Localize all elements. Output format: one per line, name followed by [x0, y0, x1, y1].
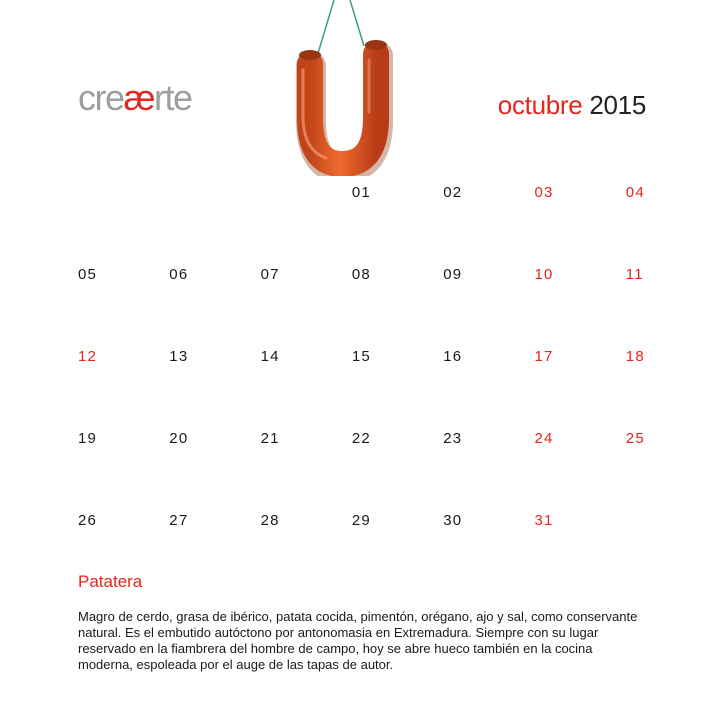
- logo-ae-ligature: æ: [123, 77, 155, 118]
- string-right: [350, 0, 364, 46]
- calendar-day: 23: [443, 430, 463, 447]
- calendar-day: 10: [534, 266, 554, 283]
- calendar-day: 20: [169, 430, 189, 447]
- sausage-body: [310, 54, 376, 164]
- calendar-day: 11: [625, 266, 644, 283]
- product-name: Patatera: [78, 572, 143, 591]
- calendar-day: 19: [78, 430, 98, 447]
- month-title: [498, 92, 646, 118]
- calendar-day: 14: [260, 348, 280, 365]
- calendar-day: 22: [351, 430, 371, 447]
- calendar-day: 21: [260, 430, 280, 447]
- year: 2015: [589, 90, 646, 120]
- calendar-day: 05: [78, 266, 98, 283]
- calendar-blank-cell: [169, 185, 260, 267]
- calendar-day: 18: [625, 348, 645, 365]
- product-description: Magro de cerdo, grasa de ibérico, patata cocida, pimentón, orégano, ajo y sal, como conservante natural. Es el embutido autóctono por antonomasia en Extremadura. Siempre con su lugar reservado en la fiambrera del hombre de campo, hoy se abre hueco también en la cocina moderna, espoleada por el auge de las tapas de autor.: [78, 609, 638, 672]
- calendar-day: 15: [351, 348, 371, 365]
- calendar-day: 01: [351, 184, 371, 201]
- month-name: octubre: [497, 90, 583, 120]
- calendar-day: 09: [443, 266, 463, 283]
- calendar-day: 03: [534, 184, 554, 201]
- calendar-day: 08: [351, 266, 371, 283]
- logo-text-start: cre: [78, 77, 124, 118]
- calendar-day: 16: [443, 348, 463, 365]
- calendar-day: 13: [169, 348, 189, 365]
- calendar-day: 29: [351, 512, 371, 529]
- calendar-day: 24: [534, 430, 554, 447]
- calendar-day: 07: [260, 266, 280, 283]
- calendar-day: 04: [625, 184, 645, 201]
- calendar-day: 12: [78, 348, 98, 365]
- calendar-day: 06: [169, 266, 189, 283]
- calendar-day: 25: [625, 430, 645, 447]
- calendar-day: 31: [534, 512, 554, 529]
- calendar-day: 26: [78, 512, 98, 529]
- calendar-blank-cell: [78, 185, 169, 267]
- calendar-day: 17: [534, 348, 554, 365]
- calendar-day: 02: [443, 184, 463, 201]
- creaerte-logo: [78, 77, 192, 118]
- calendar-blank-cell: [261, 185, 352, 267]
- calendar-grid: [78, 185, 717, 595]
- string-left: [316, 0, 334, 60]
- logo-text-end: rte: [154, 77, 192, 118]
- hanging-sausage-image: [288, 0, 398, 176]
- calendar-day: 27: [169, 512, 189, 529]
- calendar-day: 30: [443, 512, 463, 529]
- calendar-day: 28: [260, 512, 280, 529]
